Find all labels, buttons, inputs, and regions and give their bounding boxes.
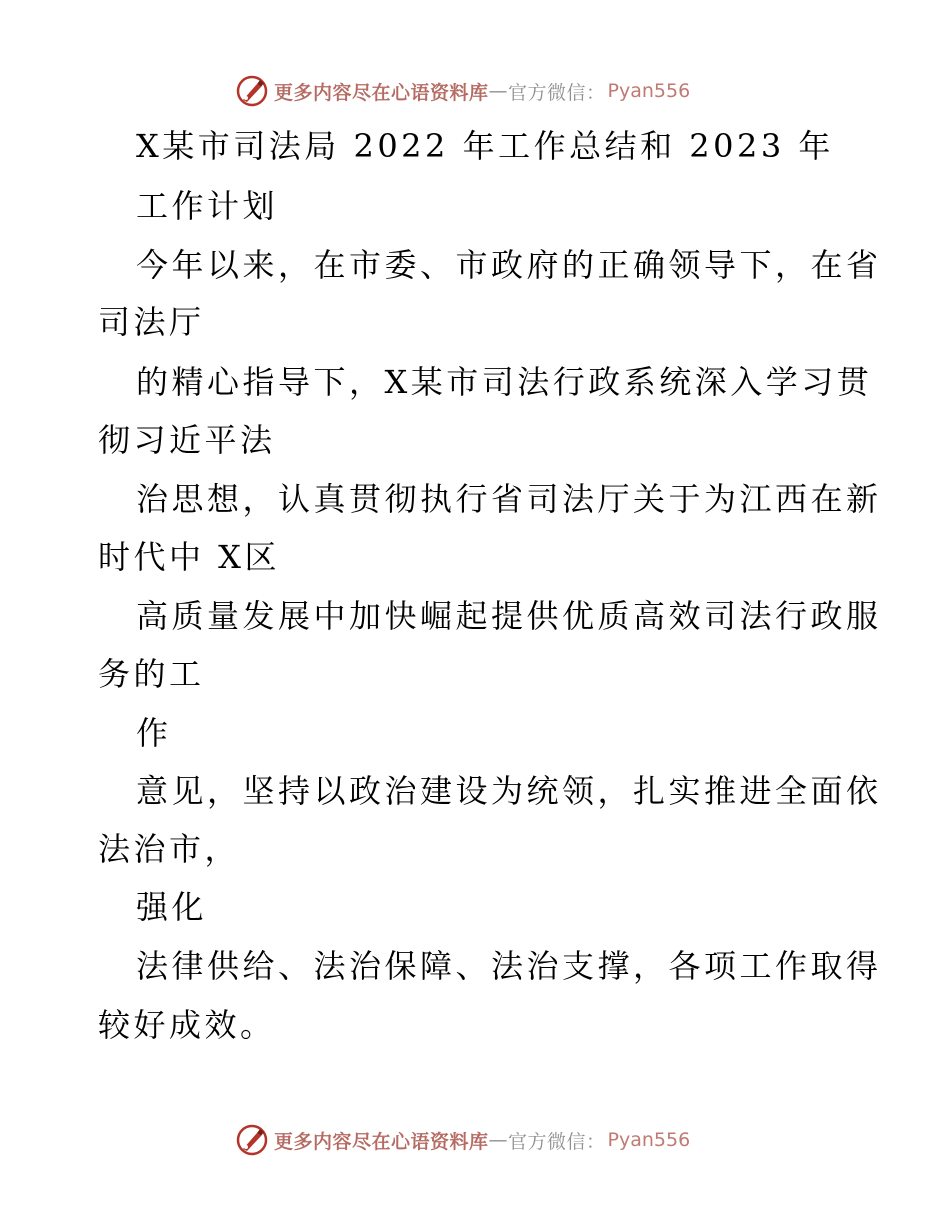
paragraph-line: 强化: [136, 888, 208, 926]
paragraph-line: 法治市，: [98, 830, 241, 868]
document-title-line-2: 工作计划: [136, 187, 279, 225]
header-banner: [235, 73, 690, 109]
banner-wechat-label: 官方微信：: [508, 1130, 606, 1153]
paragraph-line: 作: [136, 714, 172, 752]
paragraph-line: 务的工: [98, 655, 205, 693]
paragraph-line: 时代中 X区: [98, 538, 280, 576]
banner-brand-text: 更多内容尽在心语资料库: [274, 1130, 489, 1153]
paragraph-line: 彻习近平法: [98, 421, 276, 459]
banner-dash: —: [488, 1129, 509, 1151]
banner-brand-text: 更多内容尽在心语资料库: [274, 81, 489, 104]
paragraph-line: 司法厅: [98, 303, 205, 341]
paragraph-line: 高质量发展中加快崛起提供优质高效司法行政服: [136, 597, 882, 635]
pen-logo-icon: [235, 1123, 269, 1157]
pen-logo-icon: [235, 74, 269, 108]
paragraph-line: 今年以来，在市委、市政府的正确领导下，在省: [136, 246, 882, 284]
paragraph-line: 治思想，认真贯彻执行省司法厅关于为江西在新: [136, 480, 882, 518]
banner-dash: —: [488, 80, 509, 102]
paragraph-line: 较好成效。: [98, 1006, 276, 1044]
paragraph-line: 法律供给、法治保障、法治支撑，各项工作取得: [136, 947, 882, 985]
footer-banner: [235, 1122, 690, 1158]
document-title-line-1: X某市司法局 2022 年工作总结和 2023 年: [136, 127, 834, 165]
banner-wechat-id: Pyan556: [607, 80, 691, 102]
paragraph-line: 的精心指导下，X某市司法行政系统深入学习贯: [136, 363, 873, 401]
banner-wechat-label: 官方微信：: [508, 81, 606, 104]
paragraph-line: 意见，坚持以政治建设为统领，扎实推进全面依: [136, 772, 882, 810]
banner-wechat-id: Pyan556: [607, 1129, 691, 1151]
